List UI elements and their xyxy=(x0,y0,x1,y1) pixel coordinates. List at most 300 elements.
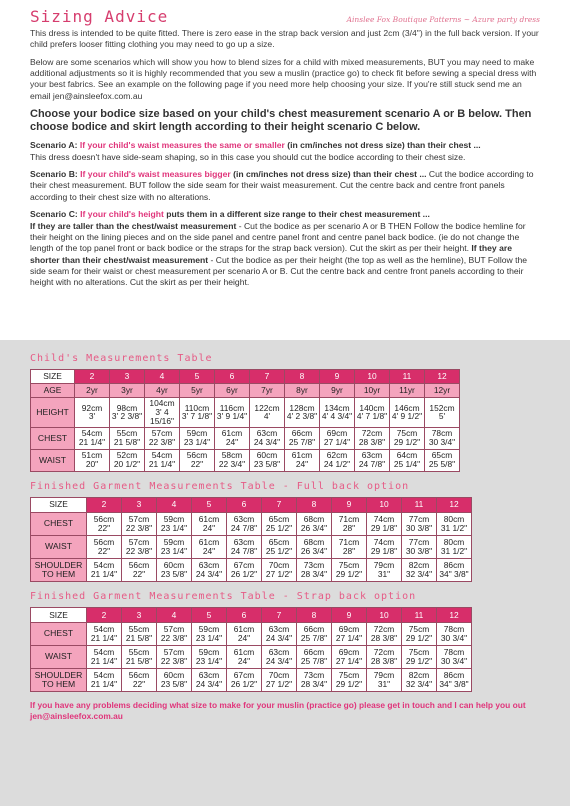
inch-value: 28 3/8" xyxy=(370,633,398,643)
size-header-cell: 7 xyxy=(250,370,285,384)
inch-value: 27 1/2" xyxy=(265,679,293,689)
cm-value: 63cm xyxy=(198,560,220,570)
cm-value: 57cm xyxy=(151,428,173,439)
inch-value: 27 1/4" xyxy=(323,437,351,448)
measurement-cell xyxy=(402,558,437,581)
measurement-cell xyxy=(122,512,157,535)
measurement-cell xyxy=(192,535,227,558)
measurement-cell xyxy=(122,669,157,692)
cm-value: 68cm xyxy=(303,537,325,547)
table-row xyxy=(31,398,460,427)
cm-value: 70cm xyxy=(268,560,290,570)
measurement-cell xyxy=(180,449,215,471)
inch-value: 30 3/8" xyxy=(405,522,433,533)
age-cell: 2yr xyxy=(75,384,110,398)
inch-value: 24" xyxy=(237,633,251,643)
scenario-c-taller-text: - Cut the bodice as per scenario A or B THEN Follow the bodice hemline for their height on the lining pieces and on the side panel and centre panel front and centre panel back bodice. (ie do not change the length of the top panel front or back bodice or the straps for the strap back version). Cut the skirt as per their height. xyxy=(30,220,526,254)
inch-value: 21 1/4" xyxy=(90,656,118,666)
size-header-cell: 3 xyxy=(110,370,145,384)
inch-value: 21 5/8" xyxy=(125,633,153,643)
footer-note: If you have any problems deciding what size to make for your muslin (practice go) please get in touch and I can help you out jen@ainsleefox.com.au xyxy=(30,700,526,722)
inch-value: 24" xyxy=(225,437,239,448)
cm-value: 59cm xyxy=(163,514,185,524)
brand-line: Ainslee Fox Boutique Patterns ~ Azure party dress xyxy=(346,15,540,24)
inch-value: 23 5/8" xyxy=(253,459,281,470)
inch-value: 20 1/2" xyxy=(113,459,141,470)
measurement-cell xyxy=(122,535,157,558)
inch-value: 24 3/4" xyxy=(253,437,281,448)
inch-value: 22" xyxy=(97,522,111,533)
table-row xyxy=(31,558,472,581)
cm-value: 54cm xyxy=(93,647,115,658)
cm-value: 61cm xyxy=(233,647,255,658)
measurement-cell xyxy=(110,449,145,471)
inch-value: 25 1/4" xyxy=(393,459,421,470)
inch-value: 29 1/2" xyxy=(335,568,363,579)
measurement-cell xyxy=(332,646,367,669)
inch-value: 22" xyxy=(190,459,204,470)
cm-value: 51cm xyxy=(81,450,103,461)
inch-value: 29 1/2" xyxy=(405,633,433,643)
size-header-cell: 6 xyxy=(227,608,262,623)
measurement-cell xyxy=(87,535,122,558)
size-header-cell: 5 xyxy=(180,370,215,384)
cm-value: 63cm xyxy=(233,537,255,547)
inch-value: 24" xyxy=(237,656,251,666)
scenario-b-condition: (in cm/inches not dress size) than their chest ... xyxy=(230,169,427,180)
inch-value: 26 3/4" xyxy=(300,522,328,533)
table-row xyxy=(31,623,472,646)
cm-value: 57cm xyxy=(163,624,185,635)
cm-value: 57cm xyxy=(128,514,150,524)
cm-value: 61cm xyxy=(291,450,313,461)
inch-value: 31 1/2" xyxy=(440,545,468,556)
measurement-cell xyxy=(227,558,262,581)
table-row xyxy=(31,512,472,535)
cm-value: 66cm xyxy=(303,647,325,658)
cm-value: 75cm xyxy=(338,670,360,681)
inch-value: 30 3/4" xyxy=(440,656,468,666)
inch-value: 31" xyxy=(377,568,391,579)
row-label: CHEST xyxy=(31,512,87,535)
table-row xyxy=(31,427,460,449)
measurement-cell xyxy=(402,535,437,558)
cm-value: 69cm xyxy=(338,647,360,658)
measurement-cell xyxy=(192,558,227,581)
scenario-c-shorter: If they are shorter than their chest/waist measurement xyxy=(30,243,512,265)
measurement-cell xyxy=(297,535,332,558)
inch-value: 24 7/8" xyxy=(230,522,258,533)
measurement-cell xyxy=(355,398,390,427)
inch-value: 25 5/8" xyxy=(428,459,456,470)
measurement-cell xyxy=(227,623,262,646)
inch-value: 29 1/2" xyxy=(393,437,421,448)
row-label: WAIST xyxy=(31,646,87,669)
inch-value: 28" xyxy=(342,545,356,556)
size-header-cell: 8 xyxy=(285,370,320,384)
cm-value: 68cm xyxy=(303,514,325,524)
cm-value: 52cm xyxy=(116,450,138,461)
measurement-cell xyxy=(297,623,332,646)
size-header-cell: 3 xyxy=(122,497,157,512)
page-top xyxy=(0,0,570,289)
measurement-cell xyxy=(157,558,192,581)
cm-value: 60cm xyxy=(163,560,185,570)
strap-back-title: Finished Garment Measurements Table - Strap back option xyxy=(30,590,417,602)
cm-value: 54cm xyxy=(81,428,103,439)
cm-value: 61cm xyxy=(233,624,255,635)
scenario-a-label: Scenario A: xyxy=(30,140,80,151)
measurement-cell xyxy=(262,512,297,535)
size-header-cell: 4 xyxy=(157,608,192,623)
cm-value: 55cm xyxy=(128,647,150,658)
cm-value: 63cm xyxy=(268,647,290,658)
cm-value: 82cm xyxy=(408,560,430,570)
cm-value: 54cm xyxy=(93,670,115,681)
measurement-cell xyxy=(215,398,250,427)
size-header-cell: 10 xyxy=(367,608,402,623)
measurement-cell xyxy=(332,512,367,535)
row-label: CHEST xyxy=(31,427,75,449)
inch-value: 4' 4 3/4" xyxy=(321,411,353,422)
measurement-cell xyxy=(367,669,402,692)
cm-value: 59cm xyxy=(198,647,220,658)
measurement-cell xyxy=(390,398,425,427)
measurement-cell xyxy=(367,535,402,558)
inch-value: 30 3/8" xyxy=(405,545,433,556)
scenario-c-label: Scenario C: xyxy=(30,209,81,220)
cm-value: 56cm xyxy=(128,670,150,681)
size-header-cell: 9 xyxy=(332,497,367,512)
cm-value: 70cm xyxy=(268,670,290,681)
cm-value: 80cm xyxy=(443,537,465,547)
measurement-cell xyxy=(425,449,460,471)
size-header-cell: 11 xyxy=(402,608,437,623)
cm-value: 58cm xyxy=(221,450,243,461)
scenario-c xyxy=(30,209,540,288)
measurement-cell xyxy=(192,512,227,535)
measurement-cell xyxy=(75,398,110,427)
measurement-cell xyxy=(262,623,297,646)
inch-value: 21 1/4" xyxy=(148,459,176,470)
measurement-cell xyxy=(87,669,122,692)
measurement-cell xyxy=(402,646,437,669)
scenario-b-highlight: If your child's waist measures bigger xyxy=(80,169,231,180)
measurement-cell xyxy=(87,646,122,669)
inch-value: 4' 9 1/2" xyxy=(391,411,423,422)
measurement-cell xyxy=(192,623,227,646)
measurement-cell xyxy=(355,427,390,449)
measurement-cell xyxy=(332,558,367,581)
size-header-cell: 11 xyxy=(390,370,425,384)
inch-value: 32 3/4" xyxy=(405,679,433,689)
measurement-cell xyxy=(157,623,192,646)
inch-value: 5' xyxy=(438,411,446,422)
cm-value: 104cm xyxy=(149,398,175,409)
cm-value: 71cm xyxy=(338,514,360,524)
inch-value: 3' 9 1/4" xyxy=(216,411,248,422)
age-header-label: AGE xyxy=(31,384,75,398)
cm-value: 78cm xyxy=(443,624,465,635)
cm-value: 110cm xyxy=(184,402,210,413)
measurement-cell xyxy=(367,646,402,669)
inch-value: 25 7/8" xyxy=(300,633,328,643)
inch-value: 4' 7 1/8" xyxy=(356,411,388,422)
measurement-cell xyxy=(180,427,215,449)
inch-value: 26 1/2" xyxy=(230,568,258,579)
inch-value: 22 3/8" xyxy=(125,545,153,556)
page-title: Sizing Advice xyxy=(30,7,169,26)
age-cell: 6yr xyxy=(215,384,250,398)
cm-value: 66cm xyxy=(303,624,325,635)
inch-value: 24 3/4" xyxy=(265,656,293,666)
inch-value: 3' 7 1/8" xyxy=(181,411,213,422)
intro-paragraph-1: This dress is intended to be quite fitted. There is zero ease in the strap back version and just 2cm (3/4") in the full back version. If your child prefers looser fitting clothing you may need to go up a size. xyxy=(30,28,539,50)
inch-value: 28" xyxy=(342,522,356,533)
size-header-cell: 8 xyxy=(297,608,332,623)
cm-value: 75cm xyxy=(408,647,430,658)
inch-value: 30 3/4" xyxy=(428,437,456,448)
size-header-cell: 4 xyxy=(157,497,192,512)
cm-value: 79cm xyxy=(373,560,395,570)
cm-value: 65cm xyxy=(268,514,290,524)
measurement-cell xyxy=(157,646,192,669)
cm-value: 56cm xyxy=(186,450,208,461)
measurement-cell xyxy=(297,512,332,535)
cm-value: 65cm xyxy=(268,537,290,547)
measurement-cell xyxy=(262,535,297,558)
measurement-cell xyxy=(332,623,367,646)
scenario-b-label: Scenario B: xyxy=(30,169,81,180)
full-back-title: Finished Garment Measurements Table - Full back option xyxy=(30,480,410,492)
inch-value: 34" 3/8" xyxy=(439,679,469,689)
inch-value: 26 1/2" xyxy=(230,679,258,689)
inch-value: 22 3/4" xyxy=(218,459,246,470)
cm-value: 54cm xyxy=(93,560,115,570)
measurement-cell xyxy=(157,512,192,535)
measurement-cell xyxy=(320,449,355,471)
inch-value: 25 7/8" xyxy=(288,437,316,448)
scenario-c-shorter-text: - Cut the bodice as per their height (the top as well as the hemline), BUT Follow the side seam for their waist or chest measurement per scenario A or B. Cut the centre back and centre front panels according to their height with no alterations. Cut the skirt as per their height. xyxy=(30,254,528,288)
inch-value: 29 1/2" xyxy=(335,679,363,689)
size-header-cell: 4 xyxy=(145,370,180,384)
measurement-cell xyxy=(215,427,250,449)
table-row xyxy=(31,646,472,669)
age-cell: 11yr xyxy=(390,384,425,398)
inch-value: 25 7/8" xyxy=(300,656,328,666)
measurement-cell xyxy=(285,427,320,449)
inch-value: 22 3/8" xyxy=(125,522,153,533)
cm-value: 74cm xyxy=(373,537,395,547)
inch-value: 24 3/4" xyxy=(265,633,293,643)
size-header-cell: 7 xyxy=(262,497,297,512)
cm-value: 140cm xyxy=(359,402,385,413)
cm-value: 60cm xyxy=(256,450,278,461)
measurement-cell xyxy=(262,558,297,581)
measurement-cell xyxy=(122,558,157,581)
measurement-cell xyxy=(332,535,367,558)
cm-value: 69cm xyxy=(326,428,348,439)
measurement-cell xyxy=(425,398,460,427)
cm-value: 56cm xyxy=(93,537,115,547)
row-label: CHEST xyxy=(31,623,87,646)
cm-value: 66cm xyxy=(291,428,313,439)
cm-value: 86cm xyxy=(443,670,465,681)
inch-value: 24" xyxy=(202,522,216,533)
cm-value: 55cm xyxy=(116,428,138,439)
scenario-a-text: This dress doesn't have side-seam shaping, so in this case you should cut the bodice according to their chest size. xyxy=(30,151,466,162)
inch-value: 24" xyxy=(202,545,216,556)
inch-value: 27 1/2" xyxy=(265,568,293,579)
inch-value: 31" xyxy=(377,679,391,689)
measurement-cell xyxy=(87,512,122,535)
inch-value: 27 1/4" xyxy=(335,656,363,666)
size-header-cell: 2 xyxy=(75,370,110,384)
cm-value: 63cm xyxy=(198,670,220,681)
measurement-cell xyxy=(157,669,192,692)
measurement-cell xyxy=(192,646,227,669)
inch-value: 24 7/8" xyxy=(358,459,386,470)
cm-value: 75cm xyxy=(338,560,360,570)
cm-value: 75cm xyxy=(396,428,418,439)
size-header-cell: 12 xyxy=(437,497,472,512)
size-header-cell: 12 xyxy=(437,608,472,623)
cm-value: 67cm xyxy=(233,560,255,570)
cm-value: 80cm xyxy=(443,514,465,524)
inch-value: 27 1/4" xyxy=(335,633,363,643)
cm-value: 75cm xyxy=(408,624,430,635)
measurement-cell xyxy=(215,449,250,471)
measurement-cell xyxy=(355,449,390,471)
cm-value: 72cm xyxy=(361,428,383,439)
scenario-c-condition: puts them in a different size range to their chest measurement ... xyxy=(163,209,430,220)
size-header-cell: 9 xyxy=(332,608,367,623)
row-label: HEIGHT xyxy=(31,398,75,427)
size-header-cell: 5 xyxy=(192,497,227,512)
inch-value: 29 1/8" xyxy=(370,522,398,533)
measurement-cell xyxy=(262,646,297,669)
measurement-cell xyxy=(332,669,367,692)
size-header-label: SIZE xyxy=(31,497,87,512)
cm-value: 86cm xyxy=(443,560,465,570)
inch-value: 23 1/4" xyxy=(195,656,223,666)
size-header-cell: 3 xyxy=(122,608,157,623)
measurement-cell xyxy=(320,398,355,427)
size-header-cell: 9 xyxy=(320,370,355,384)
measurement-cell xyxy=(157,535,192,558)
measurement-cell xyxy=(402,623,437,646)
measurement-cell xyxy=(227,669,262,692)
cm-value: 152cm xyxy=(429,402,455,413)
cm-value: 59cm xyxy=(186,428,208,439)
size-header-cell: 10 xyxy=(355,370,390,384)
cm-value: 69cm xyxy=(338,624,360,635)
measurement-cell xyxy=(320,427,355,449)
cm-value: 78cm xyxy=(443,647,465,658)
measurement-cell xyxy=(402,512,437,535)
measurement-cell xyxy=(75,449,110,471)
inch-value: 25 1/2" xyxy=(265,545,293,556)
inch-value: 22 3/8" xyxy=(160,633,188,643)
inch-value: 23 5/8" xyxy=(160,679,188,689)
measurement-cell xyxy=(285,398,320,427)
cm-value: 54cm xyxy=(151,450,173,461)
age-cell: 9yr xyxy=(320,384,355,398)
size-header-cell: 8 xyxy=(297,497,332,512)
cm-value: 92cm xyxy=(81,402,103,413)
measurement-cell xyxy=(110,398,145,427)
measurement-cell xyxy=(297,646,332,669)
measurement-cell xyxy=(262,669,297,692)
measurement-cell xyxy=(87,623,122,646)
scenario-a-highlight: If your child's waist measures the same or smaller xyxy=(79,140,285,151)
inch-value: 29 1/8" xyxy=(370,545,398,556)
table-row xyxy=(31,449,460,471)
inch-value: 23 1/4" xyxy=(195,633,223,643)
scenario-c-taller: If they are taller than the chest/waist measurement xyxy=(30,220,237,231)
cm-value: 60cm xyxy=(163,670,185,681)
headline: Choose your bodice size based on your child's chest measurement scenario A or B below. Then choose bodice and skirt length according to their height scenario C below. xyxy=(30,108,532,134)
cm-value: 65cm xyxy=(431,450,453,461)
size-header-cell: 12 xyxy=(425,370,460,384)
inch-value: 32 3/4" xyxy=(405,568,433,579)
table-row xyxy=(31,669,472,692)
cm-value: 61cm xyxy=(198,537,220,547)
measurement-cell xyxy=(145,427,180,449)
size-header-label: SIZE xyxy=(31,370,75,384)
inch-value: 34" 3/8" xyxy=(439,568,469,579)
scenario-a xyxy=(30,140,540,163)
measurement-cell xyxy=(122,646,157,669)
inch-value: 3' 4 15/16" xyxy=(150,407,174,426)
cm-value: 73cm xyxy=(303,670,325,681)
size-header-cell: 2 xyxy=(87,608,122,623)
size-header-label: SIZE xyxy=(31,608,87,623)
age-cell: 3yr xyxy=(110,384,145,398)
cm-value: 128cm xyxy=(289,402,315,413)
measurement-cell xyxy=(145,398,180,427)
cm-value: 116cm xyxy=(219,402,245,413)
measurement-cell xyxy=(437,669,472,692)
inch-value: 22 3/8" xyxy=(148,437,176,448)
cm-value: 63cm xyxy=(361,450,383,461)
inch-value: 4' 2 3/8" xyxy=(286,411,318,422)
measurement-cell xyxy=(297,669,332,692)
inch-value: 4' xyxy=(263,411,271,422)
scenario-b-text: Cut the bodice according to their chest measurement. BUT follow the side seam for their waist measurement. Cut the centre back and centre front panels according to their chest size with no alterations. xyxy=(30,169,534,202)
cm-value: 61cm xyxy=(198,514,220,524)
measurement-cell xyxy=(437,512,472,535)
inch-value: 21 5/8" xyxy=(125,656,153,666)
cm-value: 98cm xyxy=(116,402,138,413)
inch-value: 22" xyxy=(132,679,146,689)
cm-value: 72cm xyxy=(373,624,395,635)
row-label: WAIST xyxy=(31,449,75,471)
scenario-b xyxy=(30,169,540,203)
cm-value: 74cm xyxy=(373,514,395,524)
inch-value: 24 3/4" xyxy=(195,679,223,689)
measurement-cell xyxy=(437,535,472,558)
measurement-cell xyxy=(390,449,425,471)
cm-value: 71cm xyxy=(338,537,360,547)
cm-value: 77cm xyxy=(408,514,430,524)
cm-value: 59cm xyxy=(163,537,185,547)
inch-value: 29 1/2" xyxy=(405,656,433,666)
measurement-cell xyxy=(227,646,262,669)
cm-value: 72cm xyxy=(373,647,395,658)
cm-value: 57cm xyxy=(128,537,150,547)
cm-value: 73cm xyxy=(303,560,325,570)
